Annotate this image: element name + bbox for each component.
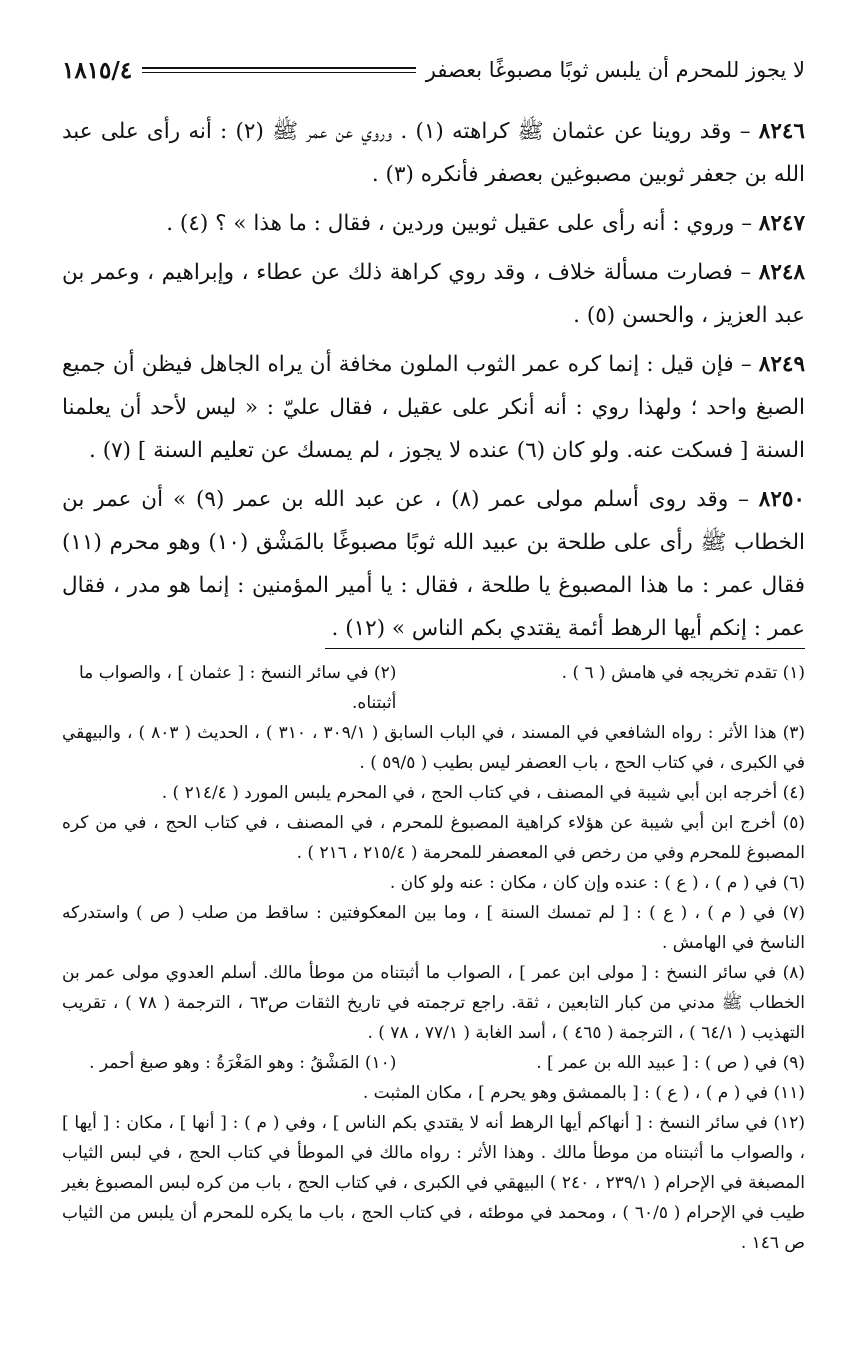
paragraph-number: ٨٢٤٧ [758,211,805,236]
footnote-9: (٩) في ( ص ) : [ عبيد الله بن عمر ] . [536,1053,805,1073]
main-text [62,110,805,656]
paragraph-8248 [62,251,805,337]
running-header [62,50,805,90]
paragraph-text: – وقد روى أسلم مولى عمر (٨) ، عن عبد الله بن عمر (٩) » أن عمر بن الخطاب ﷺ رأى على طلحة بن عبيد الله ثوبًا مصبوغًا بالمَشْق (١٠) وهو محرم (١١) فقال عمر : ما هذا المصبوغ يا طلحة ، فقال : يا أمير المؤمنين : إنما هو مدر ، فقال عمر : إنكم أيها الرهط أئمة يقتدي بكم الناس » (١٢) . [62,487,805,641]
footnote-7: (٧) في ( م ) ، ( ع ) : [ لم تمسك السنة ] ، وما بين المعكوفتين : ساقط من صلب ( ص ) واستدركه الناسخ في الهامش . [62,903,805,953]
paragraph-number: ٨٢٤٨ [758,260,805,285]
paragraph-number: ٨٢٤٦ [758,119,805,144]
footnote-5: (٥) أخرج ابن أبي شيبة عن هؤلاء كراهية المصبوغ للمحرم ، في المصنف ، في كتاب الحج ، في من كره المصبوغ للمحرم وفي من رخص في المعصفر للمحرمة ( ٢١٥/٤ ، ٢١٦ ) . [62,813,805,863]
footnote-8: (٨) في سائر النسخ : [ مولى ابن عمر ] ، الصواب ما أثبتناه من موطأ مالك. أسلم العدوي مولى عمر بن الخطاب ﷺ مدني من كبار التابعين ، ثقة. راجع ترجمته في تاريخ الثقات ص٦٣ ، الترجمة ( ٧٨ ) ، تقريب التهذيب ( ٦٤/١ ) ، الترجمة ( ٤٦٥ ) ، أسد الغابة ( ٧٧/١ ، ٧٨ ) . [62,963,805,1043]
footnote-6: (٦) في ( م ) ، ( ع ) : عنده وإن كان ، مكان : عنه ولو كان . [389,873,805,893]
paragraph-text: – فصارت مسألة خلاف ، وقد روي كراهة ذلك عن عطاء ، وإبراهيم ، وعمر بن عبد العزيز ، والحسن (٥) . [62,260,805,328]
paragraph-8250 [62,478,805,650]
header-title: لا يجوز للمحرم أن يلبس ثوبًا مصبوغًا بعصفر [425,58,805,82]
footnote-12: (١٢) في سائر النسخ : [ أنهاكم أيها الرهط أنه لا يقتدي بكم الناس ] ، وفي ( م ) : [ أنها ] ، مكان : [ أيها ] ، والصواب ما أثبتناه من موطأ مالك . وهذا الأثر : رواه مالك في الموطأ في كتاب الحج ، في لبس الثياب المصبغة في الإحرام ( ٢٣٩/١ ، ٢٤٠ ) البيهقي في الكبرى ، في كتاب الحج ، باب من كره لبس المصبوغ بغير طيب في الإحرام ( ٦٠/٥ ) ، ومحمد في موطئه ، في كتاب الحج ، باب ما يكره للمحرم أن يلبس من الثياب ص ١٤٦ . [62,1113,805,1253]
footnote-2: (٢) في سائر النسخ : [ عثمان ] ، والصواب ما أثبتناه. [79,663,397,713]
header-rule [142,67,416,73]
footnote-row [62,658,805,718]
paragraph-text: – فإن قيل : إنما كره عمر الثوب الملون مخافة أن يراه الجاهل فيظن أن جميع الصبغ واحد ؛ ولهذا روي : أنه أنكر على عقيل ، فقال عليّ : « ليس لأحد أن يعلمنا السنة [ فسكت عنه. ولو كان (٦) عنده لا يجوز ، لم يمسك عن تعليم السنة ] (٧) . [62,352,805,463]
paragraph-number: ٨٢٤٩ [758,352,805,377]
footnote-row [62,1048,805,1078]
footnotes [62,658,805,1258]
page-number: ١٨١٥/٤ [62,56,133,84]
footnote-3: (٣) هذا الأثر : رواه الشافعي في المسند ، في الباب السابق ( ٣٠٩/١ ، ٣١٠ ) ، الحديث ( ٨٠٣ ) ، والبيهقي في الكبرى ، في كتاب الحج ، باب العصفر ليس بطيب ( ٥٩/٥ ) . [62,723,806,773]
footnote-11: (١١) في ( م ) ، ( ع ) : [ بالممشق وهو يحرم ] ، مكان المثبت . [362,1083,805,1103]
footnote-10: (١٠) المَشْقُ : وهو المَغْرَةُ : وهو صبغ أحمر . [89,1053,397,1073]
paragraph-number: ٨٢٥٠ [758,487,805,512]
footnote-4: (٤) أخرجه ابن أبي شيبة في المصنف ، في كتاب الحج ، في المحرم يلبس المورد ( ٢١٤/٤ ) . [161,783,805,803]
paragraph-text: – وقد روينا عن عثمان ﷺ كراهته (١) . وروي عن عمر ﷺ (٢) : أنه رأى على عبد الله بن جعفر ثوبين مصبوغين بعصفر فأنكره (٣) . [62,119,805,187]
paragraph-8247 [62,202,805,245]
paragraph-8246 [62,110,805,196]
footnote-separator [325,648,805,649]
paragraph-8249 [62,343,805,472]
footnote-1: (١) تقدم تخريجه في هامش ( ٦ ) . [561,663,805,683]
paragraph-text: – وروي : أنه رأى على عقيل ثوبين وردين ، فقال : ما هذا » ؟ (٤) . [166,211,759,236]
